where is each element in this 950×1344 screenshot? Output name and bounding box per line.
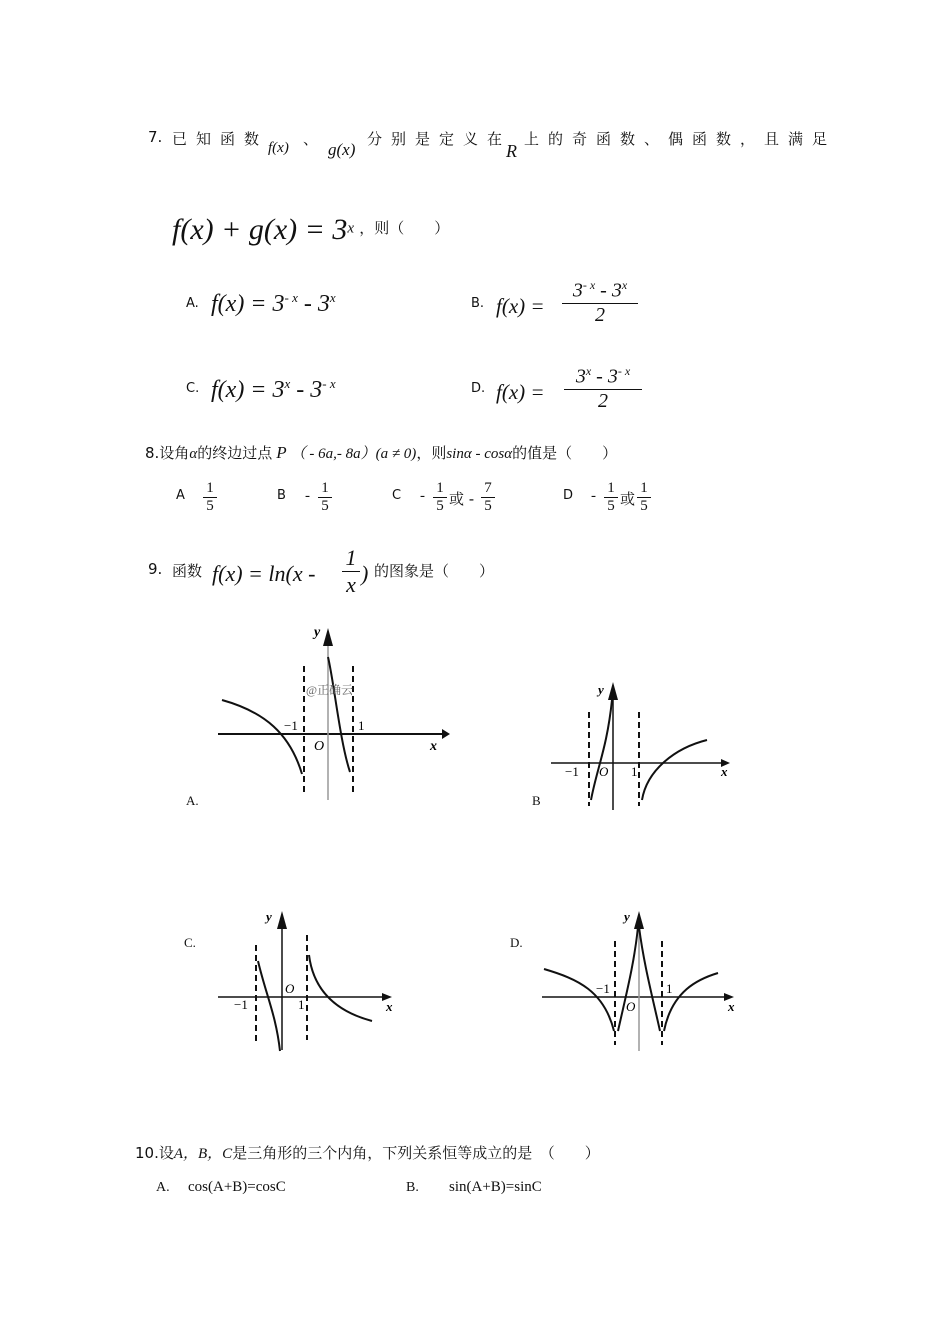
q9-graph-a[interactable] xyxy=(210,622,450,807)
y-label: y xyxy=(624,909,630,924)
curve-far-left xyxy=(544,969,614,1031)
q9-rparen: ) xyxy=(361,561,369,586)
q8-sign: - xyxy=(420,488,425,504)
q8-sign: - xyxy=(591,488,596,504)
q7-option-expr: $f(x) = 3^{- x} - 3^x$ xyxy=(211,290,336,317)
x-label: x xyxy=(386,999,393,1014)
q8-fraction: $\frac{1}{5}$ xyxy=(203,480,217,515)
curve-left xyxy=(258,961,280,1051)
q7-option-fraction: $\frac{3^{- x} - 3^x}{2}$ xyxy=(562,278,638,327)
q8-or: 或 xyxy=(620,490,636,508)
origin-label: O xyxy=(314,739,325,754)
origin-label: O xyxy=(626,999,636,1014)
q10-text-1: 10.设 xyxy=(135,1144,174,1162)
y-label: y xyxy=(598,682,604,697)
q9-graph-b-label: B xyxy=(532,793,541,808)
q9-text-2: 的图象是（ ） xyxy=(374,562,495,580)
y-axis-arrow xyxy=(277,911,287,929)
q7-option-label: B. xyxy=(471,296,485,311)
y-axis-arrow xyxy=(608,682,618,700)
q10-text-2: 是三角形的三个内角，下列关系恒等成立的是 （ ） xyxy=(232,1144,600,1162)
x-axis-arrow xyxy=(442,729,450,739)
q9-graph-c-label: C. xyxy=(184,935,196,950)
y-axis-arrow xyxy=(323,628,333,646)
q9-graph-c[interactable] xyxy=(212,905,402,1055)
q8-stem xyxy=(145,442,617,463)
q7-text-3: 上的奇函数、偶函数，且满足 xyxy=(524,130,837,148)
curve-right xyxy=(309,955,372,1021)
q8-point: P xyxy=(276,443,287,462)
q7-text-1: 已知函数 xyxy=(172,130,269,148)
neg-one-label: −1 xyxy=(565,764,579,779)
q7-fx: f(x) xyxy=(268,140,289,156)
q9-fraction: $\frac{1}{x}$ xyxy=(342,545,360,598)
pos-one-label: 1 xyxy=(298,997,305,1012)
q9-text-1: 函数 xyxy=(172,562,203,580)
q8-option-label: D xyxy=(563,488,574,503)
q7-eq-tail: ，则（ ） xyxy=(359,219,450,237)
q8-fraction-2: $\frac{1}{5}$ xyxy=(637,480,651,515)
q8-expr: sinα - cosα xyxy=(446,446,513,462)
y-axis-arrow xyxy=(634,911,644,929)
q7-sep: 、 xyxy=(303,130,319,148)
q7-option-label: D. xyxy=(471,381,486,396)
pos-one-label: 1 xyxy=(666,981,673,996)
origin-label: O xyxy=(285,981,295,996)
curve-right xyxy=(328,657,350,772)
q9-lhs: f(x) = ln(x - xyxy=(212,561,316,586)
q8-text-3: ，则 xyxy=(416,444,447,462)
q10-vars: A，B，C xyxy=(173,1146,233,1162)
q9-number: 9. xyxy=(148,560,163,578)
q10-option-expr: cos(A+B)=cosC xyxy=(188,1179,286,1195)
q9-graph-a-label: A. xyxy=(186,793,199,808)
neg-one-label: −1 xyxy=(596,981,610,996)
q8-fraction: $\frac{1}{5}$ xyxy=(604,480,618,515)
x-label: x xyxy=(430,739,437,754)
pos-one-label: 1 xyxy=(358,718,365,733)
curve-mid-left xyxy=(618,927,638,1031)
q7-option-lhs: f(x) = xyxy=(496,294,545,318)
neg-one-label: −1 xyxy=(234,997,248,1012)
neg-one-label: −1 xyxy=(284,718,298,733)
q7-gx: g(x) xyxy=(328,140,356,159)
q8-text-2: 的终边过点 xyxy=(197,444,273,462)
q7-condition xyxy=(172,213,449,247)
q8-fraction: $\frac{1}{5}$ xyxy=(318,480,332,515)
q7-number: 7. xyxy=(148,128,163,146)
q8-option-label: B xyxy=(277,488,286,503)
y-label: y xyxy=(314,625,321,640)
q7-option-fraction: $\frac{3^x - 3^{- x}}{2}$ xyxy=(564,364,642,413)
q8-or: 或 - xyxy=(449,490,475,508)
q8-sign: - xyxy=(305,488,310,504)
q10-option-label: A. xyxy=(156,1180,170,1195)
q9-graph-b[interactable] xyxy=(545,678,740,813)
origin-label: O xyxy=(599,764,609,779)
q7-eq-lhs: f(x) + g(x) = 3 xyxy=(172,213,348,246)
q8-text-4: 的值是（ ） xyxy=(512,444,618,462)
q9-graph-d[interactable] xyxy=(538,905,743,1055)
curve-right xyxy=(642,740,707,800)
q8-coords: （ - 6a,- 8a）(a ≠ 0) xyxy=(290,446,417,462)
q10-option-expr: sin(A+B)=sinC xyxy=(449,1179,542,1195)
q9-graph-d-label: D. xyxy=(510,935,523,950)
q7-option-expr: $f(x) = 3^x - 3^{- x}$ xyxy=(211,376,336,403)
q8-option-label: C xyxy=(392,488,402,503)
q8-fraction: $\frac{1}{5}$ xyxy=(433,480,447,515)
q10-option-label: B. xyxy=(406,1180,419,1195)
q8-alpha: α xyxy=(189,446,198,462)
q7-eq-exp: x xyxy=(347,220,355,237)
q8-fraction-2: $\frac{7}{5}$ xyxy=(481,480,495,515)
curve-left xyxy=(591,700,612,800)
q7-option-lhs: f(x) = xyxy=(496,380,545,404)
q7-R: R xyxy=(506,141,517,161)
x-label: x xyxy=(721,764,728,779)
q8-option-label: A xyxy=(176,488,185,503)
q7-text-2: 分别是定义在 xyxy=(367,130,512,148)
q10-stem xyxy=(135,1142,600,1163)
q8-text-1: 8.设角 xyxy=(145,444,190,462)
curve-left xyxy=(222,700,302,774)
q7-option-label: A. xyxy=(186,296,199,311)
x-label: x xyxy=(728,999,735,1014)
curve-mid-right xyxy=(639,927,660,1031)
pos-one-label: 1 xyxy=(631,764,638,779)
watermark: @正确云 xyxy=(306,683,354,697)
q7-option-label: C. xyxy=(186,381,200,396)
y-label: y xyxy=(266,909,272,924)
